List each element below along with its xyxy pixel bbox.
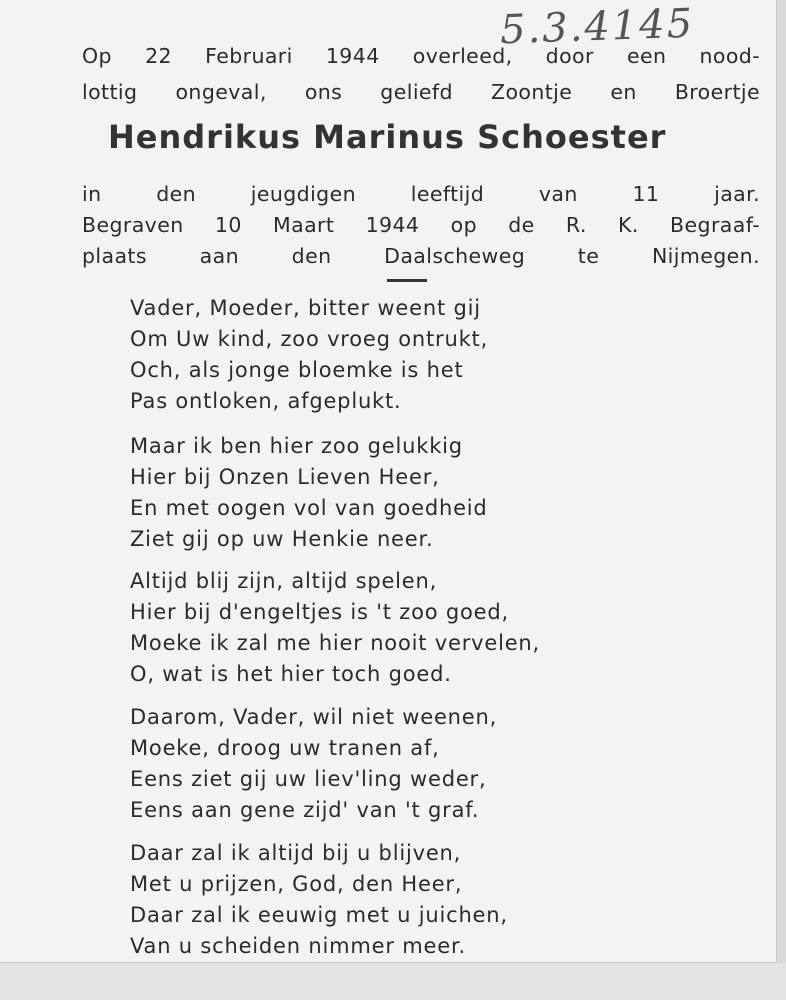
intro-line-2: lottig ongeval, ons geliefd Zoontje en Broertje (82, 80, 760, 104)
poem-line: Eens ziet gij uw liev'ling weder, (130, 767, 487, 791)
poem-line: Van u scheiden nimmer meer. (130, 934, 466, 958)
divider-rule (387, 279, 427, 282)
poem-line: Met u prijzen, God, den Heer, (130, 872, 463, 896)
poem-line: Hier bij d'engeltjes is 't zoo goed, (130, 600, 509, 624)
poem-line: Daar zal ik altijd bij u blijven, (130, 841, 462, 865)
handwritten-note: 5.3.4145 (499, 0, 695, 54)
poem-line: Altijd blij zijn, altijd spelen, (130, 569, 438, 593)
poem-line: Hier bij Onzen Lieven Heer, (130, 465, 440, 489)
poem-line: Pas ontloken, afgeplukt. (130, 389, 402, 413)
poem-stanza-4 (130, 702, 650, 826)
scan-background (0, 963, 786, 1000)
poem-line: O, wat is het hier toch goed. (130, 662, 452, 686)
poem-line: Och, als jonge bloemke is het (130, 358, 464, 382)
details-line-2: Begraven 10 Maart 1944 op de R. K. Begraaf- (82, 213, 760, 237)
poem-line: Daarom, Vader, wil niet weenen, (130, 705, 498, 729)
poem-line: Ziet gij op uw Henkie neer. (130, 527, 434, 551)
intro-line-1: Op 22 Februari 1944 overleed, door een nood- (82, 44, 760, 68)
poem-line: Moeke ik zal me hier nooit vervelen, (130, 631, 541, 655)
poem-line: En met oogen vol van goedheid (130, 496, 488, 520)
poem-line: Moeke, droog uw tranen af, (130, 736, 440, 760)
deceased-name: Hendrikus Marinus Schoester (108, 118, 667, 156)
details-line-1: in den jeugdigen leeftijd van 11 jaar. (82, 182, 760, 206)
poem-line: Vader, Moeder, bitter weent gij (130, 296, 481, 320)
poem-line: Eens aan gene zijd' van 't graf. (130, 798, 480, 822)
poem-stanza-5 (130, 838, 650, 962)
poem-line: Maar ik ben hier zoo gelukkig (130, 434, 463, 458)
poem-stanza-3 (130, 566, 650, 690)
poem-stanza-2 (130, 431, 650, 555)
poem-stanza-1 (130, 293, 650, 417)
poem-line: Om Uw kind, zoo vroeg ontrukt, (130, 327, 489, 351)
poem-line: Daar zal ik eeuwig met u juichen, (130, 903, 508, 927)
details-line-3: plaats aan den Daalscheweg te Nijmegen. (82, 244, 760, 268)
